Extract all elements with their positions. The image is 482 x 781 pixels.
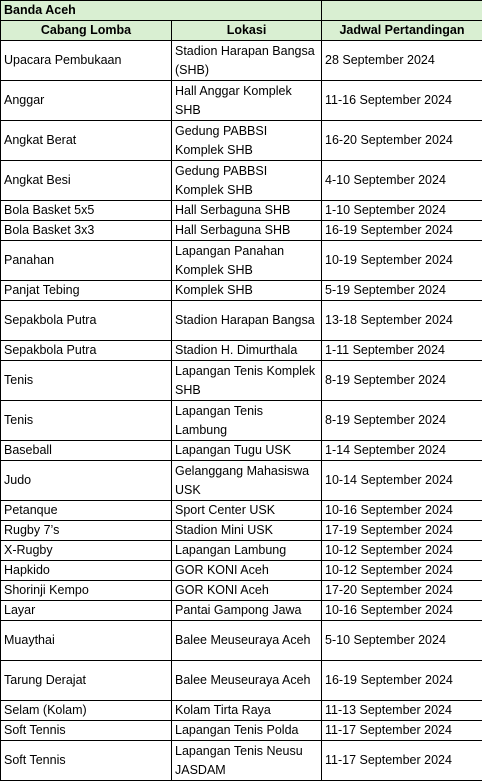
cell-jadwal: 17-19 September 2024 xyxy=(322,521,482,541)
cell-cabang-lomba: Anggar xyxy=(1,81,172,121)
cell-lokasi: Lapangan Panahan Komplek SHB xyxy=(172,241,322,281)
table-row xyxy=(1,281,482,301)
table-row xyxy=(1,361,482,401)
cell-cabang-lomba: Petanque xyxy=(1,501,172,521)
cell-jadwal: 1-10 September 2024 xyxy=(322,201,482,221)
cell-lokasi: Hall Anggar Komplek SHB xyxy=(172,81,322,121)
header-jadwal-pertandingan: Jadwal Pertandingan xyxy=(322,21,482,41)
table-row xyxy=(1,121,482,161)
header-cabang-lomba: Cabang Lomba xyxy=(1,21,172,41)
cell-cabang-lomba: Bola Basket 3x3 xyxy=(1,221,172,241)
cell-cabang-lomba: Hapkido xyxy=(1,561,172,581)
table-row xyxy=(1,721,482,741)
table-title: Banda Aceh xyxy=(1,1,322,21)
cell-cabang-lomba: Bola Basket 5x5 xyxy=(1,201,172,221)
table-row xyxy=(1,301,482,341)
table-row xyxy=(1,341,482,361)
cell-cabang-lomba: Upacara Pembukaan xyxy=(1,41,172,81)
cell-lokasi: Hall Serbaguna SHB xyxy=(172,201,322,221)
cell-lokasi: Lapangan Tenis Lambung xyxy=(172,401,322,441)
cell-lokasi: Lapangan Tenis Neusu JASDAM xyxy=(172,741,322,781)
cell-lokasi: Gedung PABBSI Komplek SHB xyxy=(172,121,322,161)
cell-jadwal: 10-14 September 2024 xyxy=(322,461,482,501)
cell-lokasi: Gelanggang Mahasiswa USK xyxy=(172,461,322,501)
table-row xyxy=(1,601,482,621)
cell-cabang-lomba: Selam (Kolam) xyxy=(1,701,172,721)
cell-jadwal: 5-19 September 2024 xyxy=(322,281,482,301)
table-row xyxy=(1,501,482,521)
cell-jadwal: 5-10 September 2024 xyxy=(322,621,482,661)
cell-lokasi: Stadion Mini USK xyxy=(172,521,322,541)
cell-cabang-lomba: Rugby 7’s xyxy=(1,521,172,541)
cell-lokasi: Kolam Tirta Raya xyxy=(172,701,322,721)
cell-lokasi: Stadion H. Dimurthala xyxy=(172,341,322,361)
cell-lokasi: Stadion Harapan Bangsa xyxy=(172,301,322,341)
cell-lokasi: Lapangan Lambung xyxy=(172,541,322,561)
cell-jadwal: 8-19 September 2024 xyxy=(322,401,482,441)
table-row xyxy=(1,741,482,781)
cell-jadwal: 16-20 September 2024 xyxy=(322,121,482,161)
cell-cabang-lomba: Baseball xyxy=(1,441,172,461)
cell-cabang-lomba: Judo xyxy=(1,461,172,501)
cell-jadwal: 10-19 September 2024 xyxy=(322,241,482,281)
cell-lokasi: Balee Meuseuraya Aceh xyxy=(172,661,322,701)
cell-lokasi: GOR KONI Aceh xyxy=(172,561,322,581)
cell-jadwal: 16-19 September 2024 xyxy=(322,661,482,701)
table-row xyxy=(1,661,482,701)
cell-jadwal: 28 September 2024 xyxy=(322,41,482,81)
cell-cabang-lomba: Angkat Besi xyxy=(1,161,172,201)
cell-jadwal: 1-14 September 2024 xyxy=(322,441,482,461)
table-row xyxy=(1,81,482,121)
table-row xyxy=(1,581,482,601)
table-row xyxy=(1,701,482,721)
cell-jadwal: 13-18 September 2024 xyxy=(322,301,482,341)
header-row xyxy=(1,21,482,41)
cell-lokasi: Lapangan Tenis Polda xyxy=(172,721,322,741)
cell-jadwal: 10-12 September 2024 xyxy=(322,561,482,581)
cell-cabang-lomba: Sepakbola Putra xyxy=(1,301,172,341)
header-lokasi: Lokasi xyxy=(172,21,322,41)
table-row xyxy=(1,621,482,661)
cell-jadwal: 11-13 September 2024 xyxy=(322,701,482,721)
cell-cabang-lomba: Tenis xyxy=(1,401,172,441)
cell-lokasi: Lapangan Tugu USK xyxy=(172,441,322,461)
cell-cabang-lomba: Panjat Tebing xyxy=(1,281,172,301)
cell-cabang-lomba: Shorinji Kempo xyxy=(1,581,172,601)
cell-jadwal: 16-19 September 2024 xyxy=(322,221,482,241)
cell-lokasi: Lapangan Tenis Komplek SHB xyxy=(172,361,322,401)
cell-cabang-lomba: X-Rugby xyxy=(1,541,172,561)
table-row xyxy=(1,41,482,81)
cell-jadwal: 10-16 September 2024 xyxy=(322,601,482,621)
cell-cabang-lomba: Soft Tennis xyxy=(1,741,172,781)
cell-lokasi: Komplek SHB xyxy=(172,281,322,301)
title-blank-cell xyxy=(322,1,482,21)
table-row xyxy=(1,221,482,241)
cell-jadwal: 10-12 September 2024 xyxy=(322,541,482,561)
cell-cabang-lomba: Muaythai xyxy=(1,621,172,661)
cell-cabang-lomba: Sepakbola Putra xyxy=(1,341,172,361)
cell-lokasi: Gedung PABBSI Komplek SHB xyxy=(172,161,322,201)
cell-cabang-lomba: Layar xyxy=(1,601,172,621)
cell-cabang-lomba: Angkat Berat xyxy=(1,121,172,161)
cell-cabang-lomba: Tenis xyxy=(1,361,172,401)
cell-jadwal: 11-17 September 2024 xyxy=(322,741,482,781)
table-row xyxy=(1,201,482,221)
cell-jadwal: 1-11 September 2024 xyxy=(322,341,482,361)
table-row xyxy=(1,401,482,441)
table-row xyxy=(1,541,482,561)
table-row xyxy=(1,241,482,281)
table-body xyxy=(1,41,482,781)
cell-jadwal: 11-16 September 2024 xyxy=(322,81,482,121)
cell-jadwal: 4-10 September 2024 xyxy=(322,161,482,201)
table-row xyxy=(1,461,482,501)
table-row xyxy=(1,441,482,461)
cell-lokasi: Hall Serbaguna SHB xyxy=(172,221,322,241)
cell-lokasi: Sport Center USK xyxy=(172,501,322,521)
cell-lokasi: Pantai Gampong Jawa xyxy=(172,601,322,621)
cell-cabang-lomba: Panahan xyxy=(1,241,172,281)
cell-lokasi: GOR KONI Aceh xyxy=(172,581,322,601)
cell-jadwal: 11-17 September 2024 xyxy=(322,721,482,741)
cell-jadwal: 8-19 September 2024 xyxy=(322,361,482,401)
table-row xyxy=(1,561,482,581)
cell-cabang-lomba: Soft Tennis xyxy=(1,721,172,741)
table-row xyxy=(1,521,482,541)
cell-jadwal: 10-16 September 2024 xyxy=(322,501,482,521)
cell-cabang-lomba: Tarung Derajat xyxy=(1,661,172,701)
cell-lokasi: Balee Meuseuraya Aceh xyxy=(172,621,322,661)
cell-lokasi: Stadion Harapan Bangsa (SHB) xyxy=(172,41,322,81)
table-row xyxy=(1,161,482,201)
title-row xyxy=(1,1,482,21)
cell-jadwal: 17-20 September 2024 xyxy=(322,581,482,601)
